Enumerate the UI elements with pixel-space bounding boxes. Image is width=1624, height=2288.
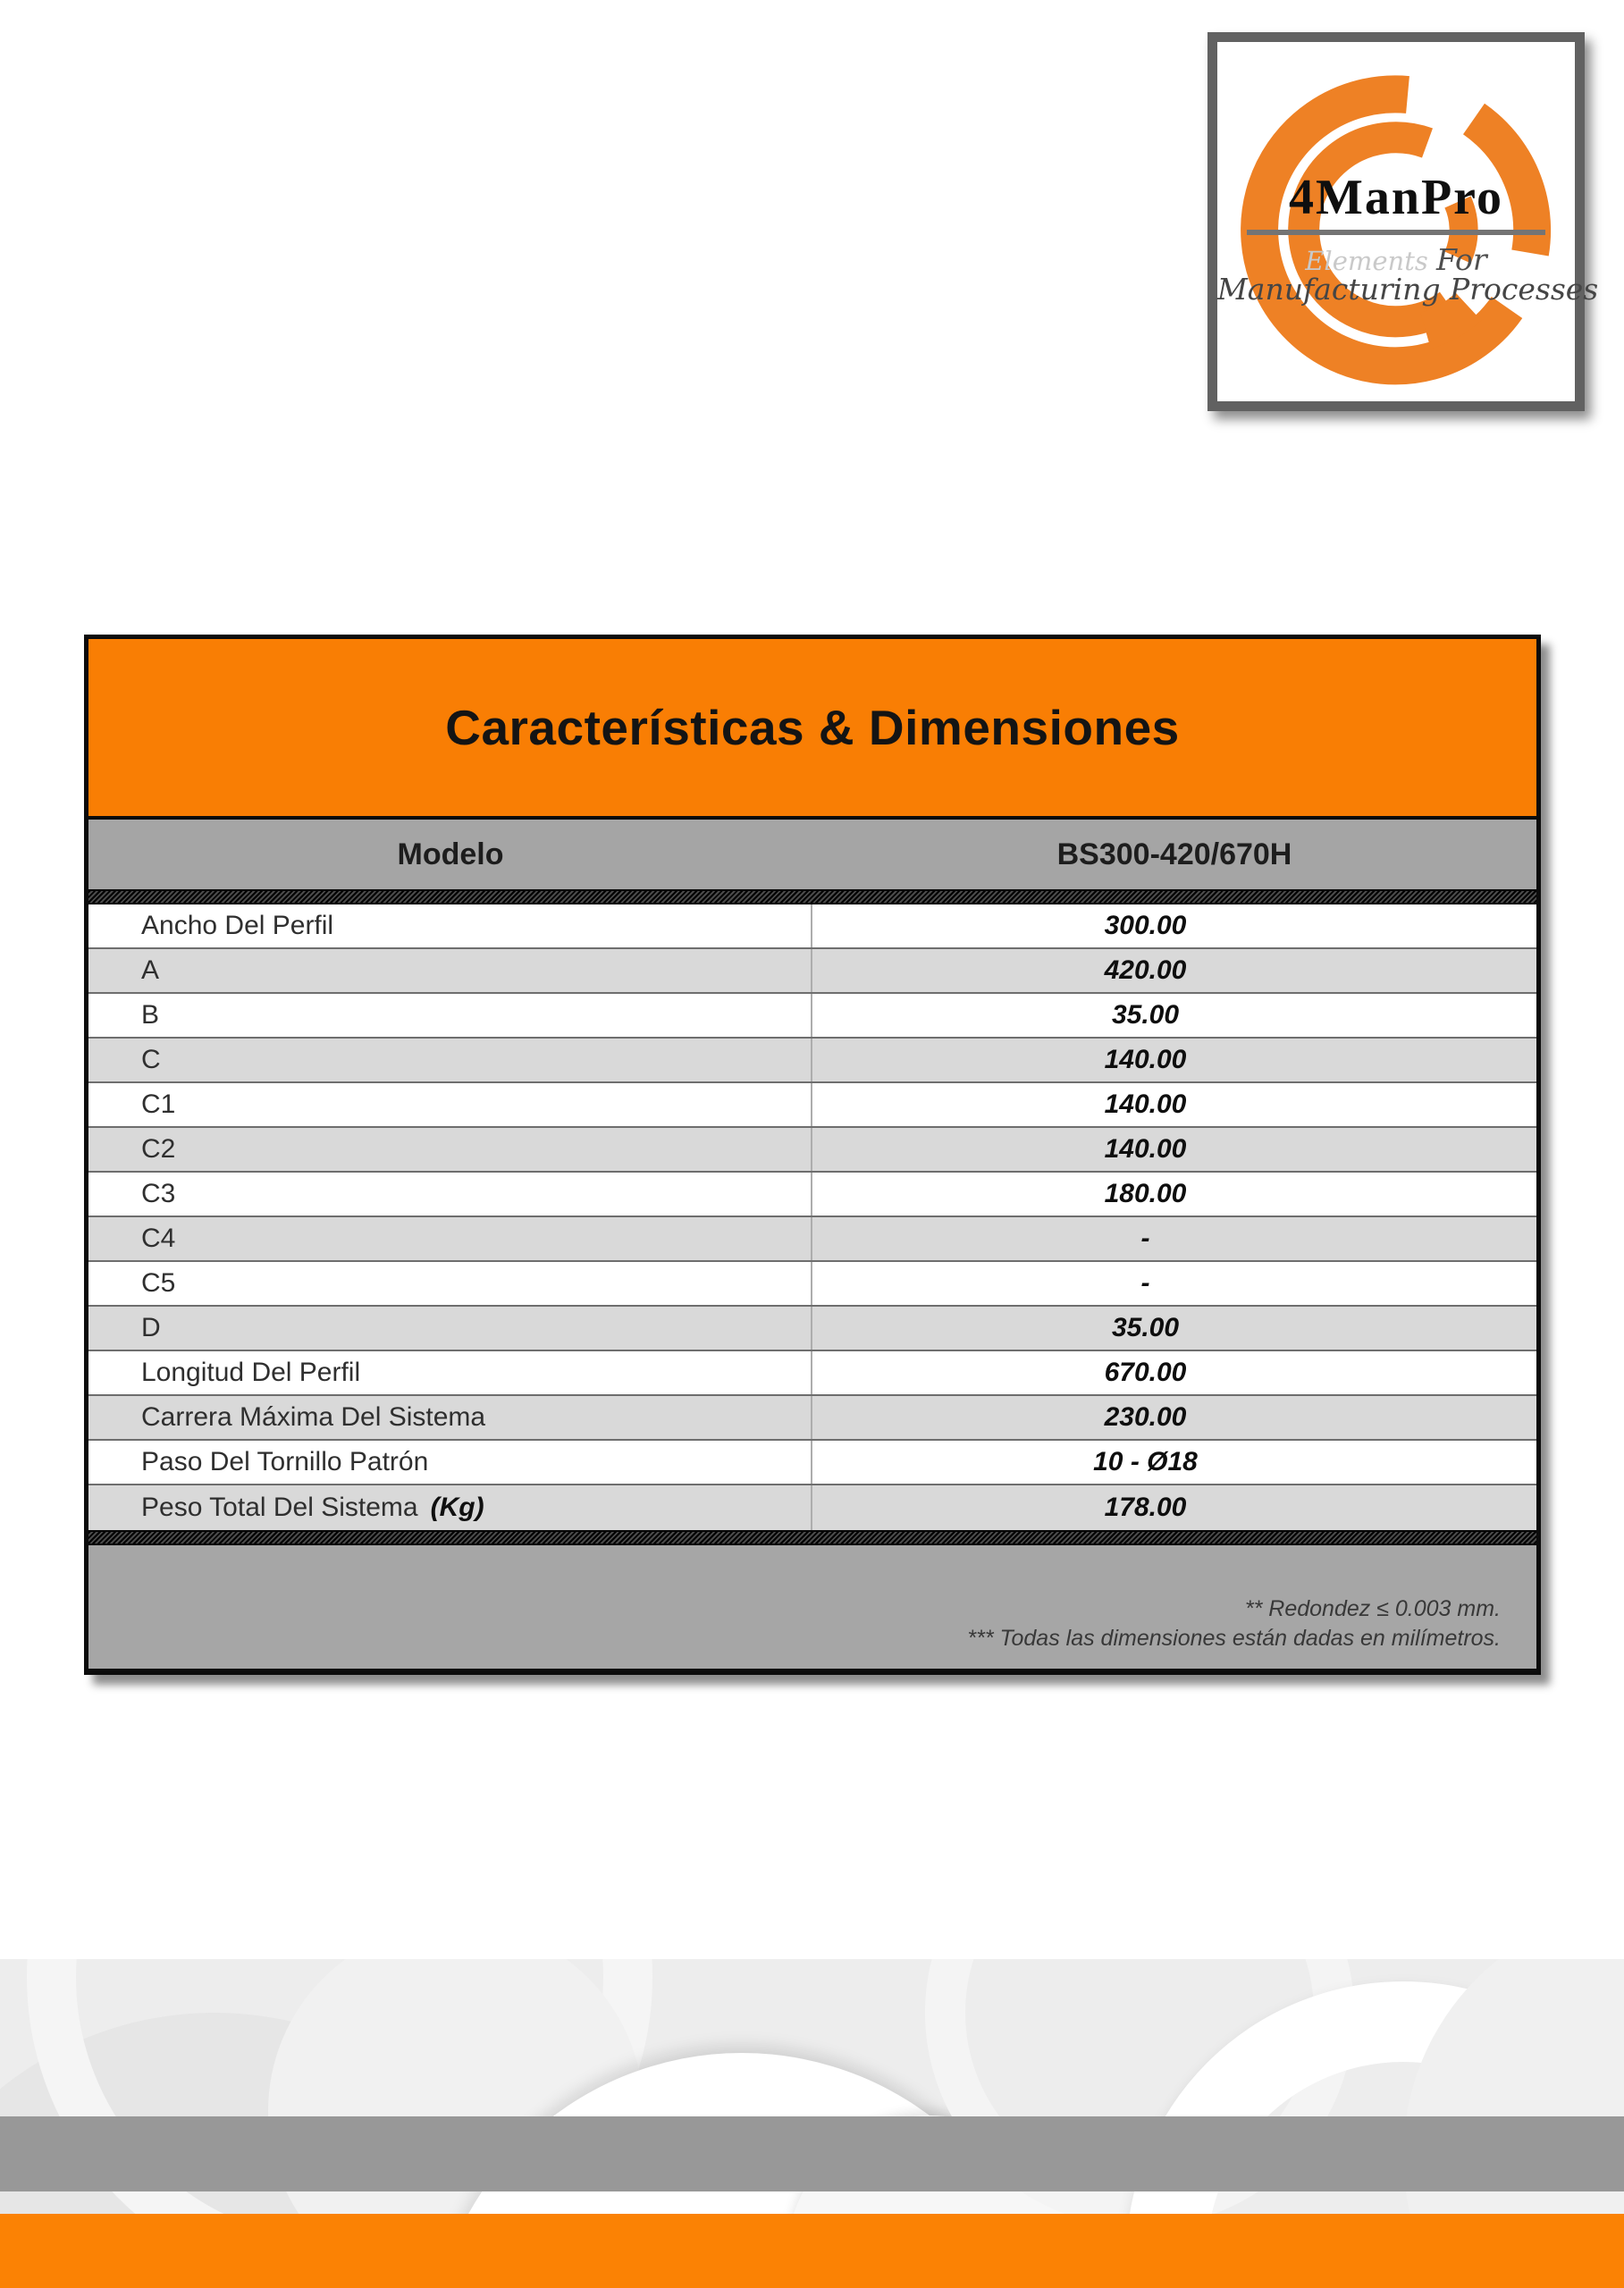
logo-tagline-for: For: [1435, 242, 1487, 277]
row-label: Peso Total Del Sistema: [141, 1493, 418, 1522]
table-row: [88, 1485, 1536, 1530]
logo-divider-line: [1247, 230, 1545, 235]
row-label: Carrera Máxima Del Sistema: [141, 1402, 486, 1432]
row-label-cell: [88, 994, 812, 1037]
row-value: 140.00: [1104, 1089, 1187, 1119]
logo-brand-name: 4ManPro: [1288, 170, 1504, 225]
table-row: [88, 1396, 1536, 1441]
row-label: C4: [141, 1224, 176, 1253]
table-row: [88, 1351, 1536, 1396]
row-value: -: [1140, 1224, 1150, 1253]
model-row: [88, 820, 1536, 889]
row-label-cell: [88, 949, 812, 992]
table-row: [88, 1039, 1536, 1083]
row-label: A: [141, 955, 160, 985]
row-label-cell: [88, 904, 812, 947]
table-row: [88, 904, 1536, 949]
row-value: 35.00: [1111, 1000, 1180, 1030]
table-row: [88, 1217, 1536, 1262]
brand-logo-box: [1207, 32, 1599, 411]
row-label: C5: [141, 1268, 176, 1298]
row-label-cell: [88, 1083, 812, 1126]
row-label: Paso Del Tornillo Patrón: [141, 1447, 429, 1476]
row-label-cell: [88, 1485, 812, 1530]
row-label: C3: [141, 1179, 176, 1208]
row-label-cell: [88, 1396, 812, 1439]
spec-table: [84, 635, 1541, 1675]
row-label-cell: [88, 1128, 812, 1171]
table-row: [88, 994, 1536, 1039]
row-label: D: [141, 1313, 161, 1342]
row-label-cell: [88, 1351, 812, 1394]
row-label-cell: [88, 1441, 812, 1484]
row-label: C: [141, 1045, 161, 1074]
row-label-cell: [88, 1217, 812, 1260]
row-label: C2: [141, 1134, 176, 1164]
row-value: 178.00: [1104, 1493, 1187, 1522]
row-value: 230.00: [1104, 1402, 1187, 1432]
table-title: Características & Dimensiones: [445, 700, 1180, 755]
row-value: 300.00: [1104, 911, 1187, 940]
bottom-gray-bar: [0, 2116, 1624, 2191]
logo-tagline-line2: Manufacturing Processes: [1217, 272, 1599, 307]
table-row: [88, 1262, 1536, 1307]
row-value: 10 - Ø18: [1093, 1447, 1198, 1476]
table-row: [88, 949, 1536, 994]
row-value: 670.00: [1104, 1358, 1187, 1387]
note-dimensiones: *** Todas las dimensiones están dadas en milímetros.: [967, 1626, 1501, 1652]
row-label-cell: [88, 1173, 812, 1216]
separator-hatch-bottom: [88, 1530, 1536, 1545]
table-row: [88, 1128, 1536, 1173]
separator-hatch-top: [88, 889, 1536, 904]
row-label: Ancho Del Perfil: [141, 911, 334, 940]
row-label: B: [141, 1000, 160, 1030]
row-label: Longitud Del Perfil: [141, 1358, 361, 1387]
row-label-suffix: (Kg): [430, 1493, 484, 1522]
table-row: [88, 1083, 1536, 1128]
row-value: 140.00: [1104, 1134, 1187, 1164]
table-row: [88, 1173, 1536, 1217]
row-value: 35.00: [1111, 1313, 1180, 1342]
row-label-cell: [88, 1262, 812, 1305]
logo-tagline-elements: Elements: [1305, 246, 1428, 276]
row-label: C1: [141, 1089, 176, 1119]
model-value: BS300-420/670H: [1056, 837, 1292, 871]
bottom-orange-bar: [0, 2214, 1624, 2288]
table-row: [88, 1441, 1536, 1485]
table-title-bar: [88, 639, 1536, 820]
table-row: [88, 1307, 1536, 1351]
row-value: 180.00: [1104, 1179, 1187, 1208]
row-label-cell: [88, 1039, 812, 1081]
model-label: Modelo: [397, 837, 504, 871]
row-value: 420.00: [1104, 955, 1187, 985]
table-footer: [88, 1545, 1536, 1669]
note-redondez: ** Redondez ≤ 0.003 mm.: [1244, 1595, 1501, 1621]
row-value: -: [1140, 1268, 1150, 1298]
row-label-cell: [88, 1307, 812, 1350]
table-body: [88, 904, 1536, 1530]
row-value: 140.00: [1104, 1045, 1187, 1074]
